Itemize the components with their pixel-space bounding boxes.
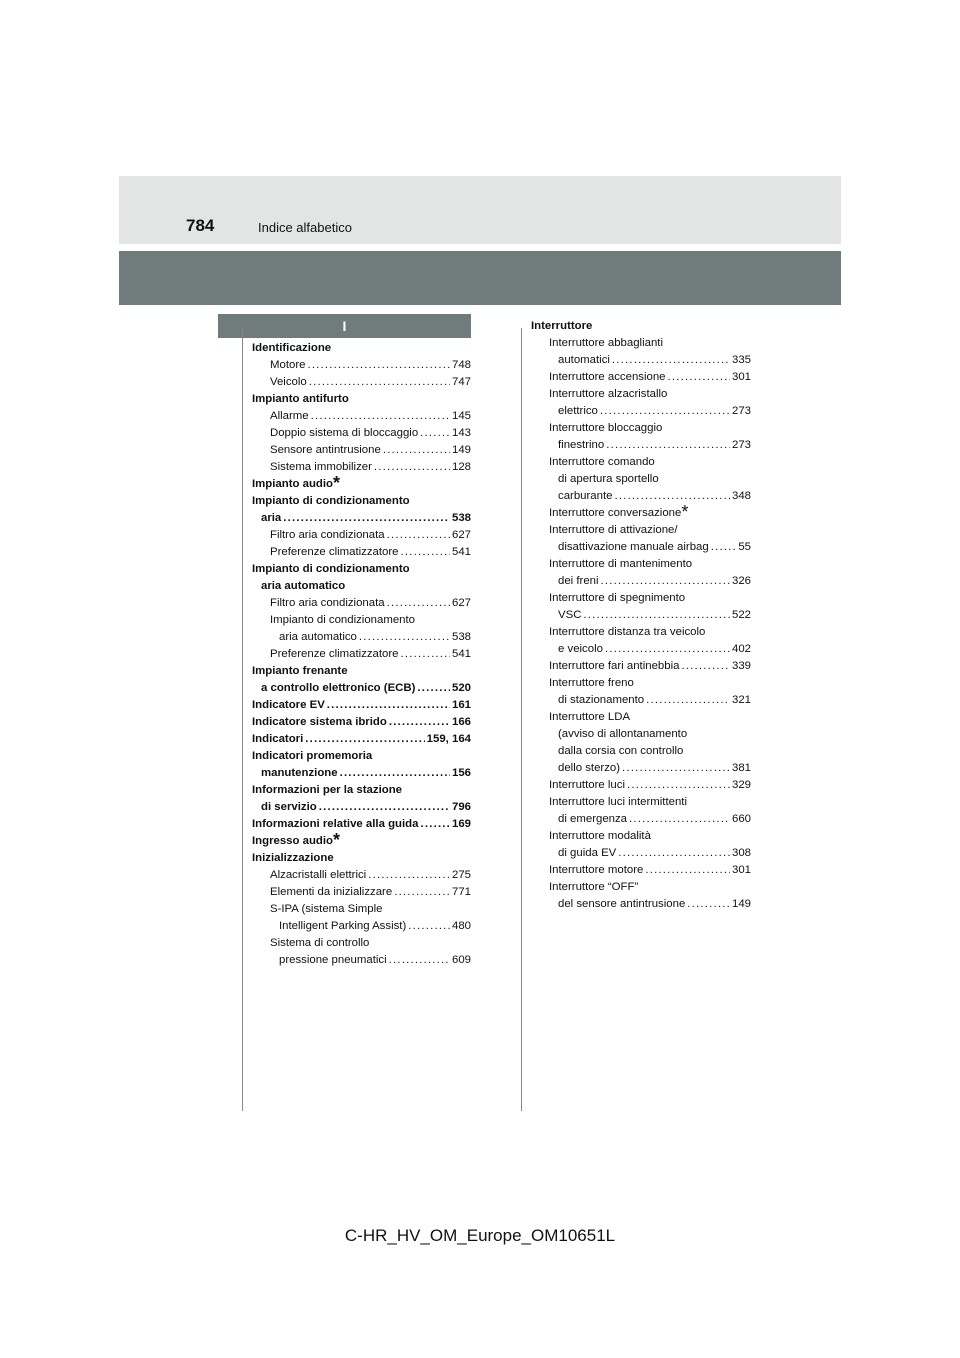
index-entry-text: disattivazione manuale airbag [558,541,709,553]
index-entry [252,391,471,408]
index-entry: Interruttore conversazione * [549,502,689,522]
index-entry [531,794,751,811]
page-reference: 321 [731,694,751,706]
index-entry-text: (avviso di allontanamento [558,728,688,740]
header-band [119,251,841,305]
dot-leader [687,896,730,913]
index-entry-text: Elementi da inizializzare [270,886,393,898]
index-entry [531,590,751,607]
index-entry-text: Intelligent Parking Assist) [279,920,407,932]
dot-leader [401,646,450,663]
index-entry-text: Interruttore “OFF” [549,881,639,893]
dot-leader [327,697,450,714]
index-entry-text: Impianto audio [252,478,333,490]
page-number: 784 [186,216,215,235]
index-entry [531,437,751,454]
index-entry-text: di guida EV [558,847,617,859]
dot-leader [319,799,450,816]
index-entry-text: S-IPA (sistema Simple [270,903,383,915]
index-entry [531,777,751,794]
index-entry-text: Impianto di condizionamento [252,495,410,507]
index-entry [531,386,751,403]
index-entry [531,573,751,590]
index-entry-text: Interruttore alzacristallo [549,388,668,400]
index-entry [531,658,751,675]
page-reference: 381 [731,762,751,774]
index-entry-text: VSC [558,609,582,621]
index-entry-text: Interruttore modalità [549,830,651,842]
index-entry [531,352,751,369]
index-entry [531,471,751,488]
index-entry [531,709,751,726]
index-entry-text: finestrino [558,439,605,451]
index-entry-text: aria [261,512,282,524]
dot-leader [394,884,450,901]
page-reference: 335 [731,354,751,366]
document-footer-code: C-HR_HV_OM_Europe_OM10651L [344,1226,616,1245]
index-entry-text: Impianto frenante [252,665,348,677]
page-reference: 402 [731,643,751,655]
index-entry-text: Interruttore di mantenimento [549,558,693,570]
dot-leader [401,544,450,561]
index-entry-text: Interruttore [531,320,593,332]
index-entry [531,760,751,777]
index-entry [252,408,471,425]
index-column-left [252,340,471,969]
index-entry [252,663,471,680]
dot-leader [387,527,450,544]
dot-leader [681,658,730,675]
index-entry [252,612,471,629]
index-entry [531,420,751,437]
index-entry [531,641,751,658]
column-divider-right [521,328,522,1111]
index-entry [531,879,751,896]
index-entry-text: Impianto antifurto [252,393,349,405]
index-entry-text: di apertura sportello [558,473,659,485]
dot-leader [311,408,450,425]
index-entry-text: Veicolo [270,376,307,388]
index-entry [531,692,751,709]
index-entry-text: Ingresso audio [252,835,334,847]
page-reference: 326 [731,575,751,587]
dot-leader [606,437,730,454]
index-entry [531,318,751,335]
dot-leader [359,629,450,646]
index-entry-text: Motore [270,359,306,371]
dot-leader [305,731,424,748]
page-reference: 541 [451,546,471,558]
page-reference: 55 [738,541,751,553]
index-entry-text: dello sterzo) [558,762,621,774]
page-reference: 145 [451,410,471,422]
index-entry-text: Interruttore comando [549,456,655,468]
index-entry: Ingresso audio * [252,830,341,850]
index-entry [252,884,471,901]
index-entry [252,578,471,595]
index-entry-text: Indicatore sistema ibrido [252,716,387,728]
index-entry-text: Interruttore motore [549,864,644,876]
index-entry-text: aria automatico [279,631,357,643]
index-entry [252,629,471,646]
index-entry [531,556,751,573]
page-reference: 273 [731,405,751,417]
dot-leader [612,352,730,369]
index-entry [531,726,751,743]
page-reference: 149 [451,444,471,456]
index-entry-text: Interruttore LDA [549,711,631,723]
index-entry-text: Informazioni relative alla guida [252,818,419,830]
index-entry-text: Interruttore bloccaggio [549,422,663,434]
index-entry-text: del sensore antintrusione [558,898,686,910]
index-entry-text: Interruttore freno [549,677,634,689]
index-entry-text: Informazioni per la stazione [252,784,403,796]
page-reference: 771 [451,886,471,898]
page-reference: 156 [451,767,471,779]
dot-leader [600,403,730,420]
dot-leader [307,357,450,374]
index-entry-text: Interruttore conversazione [549,507,682,519]
page-reference: 522 [731,609,751,621]
dot-leader [368,867,450,884]
dot-leader [622,760,730,777]
index-entry [252,765,471,782]
header-bar [119,176,841,244]
index-entry-text: Allarme [270,410,309,422]
index-entry [252,850,471,867]
page-reference: 348 [731,490,751,502]
page-reference: 627 [451,597,471,609]
page-reference: 748 [451,359,471,371]
index-entry [531,539,751,556]
dot-leader [389,952,450,969]
index-entry [531,675,751,692]
dot-leader [646,692,730,709]
index-entry [252,918,471,935]
index-entry [252,680,471,697]
page-reference: 627 [451,529,471,541]
page-reference: 660 [731,813,751,825]
index-entry-text: Sensore antintrusione [270,444,381,456]
index-entry-text: a controllo elettronico (ECB) [261,682,416,694]
index-entry-text: Interruttore luci [549,779,625,791]
index-entry [531,403,751,420]
index-entry [252,340,471,357]
index-entry [252,714,471,731]
page-reference: 796 [451,801,471,813]
index-entry [252,952,471,969]
index-entry-text: Filtro aria condizionata [270,529,385,541]
index-entry [252,544,471,561]
page-reference: 480 [451,920,471,932]
index-entry-text: Identificazione [252,342,332,354]
page-reference: 538 [451,631,471,643]
index-entry-text: Doppio sistema di bloccaggio [270,427,419,439]
index-entry [531,607,751,624]
index-entry-text: Sistema immobilizer [270,461,372,473]
index-entry-text: Impianto di condizionamento [252,563,410,575]
page-reference: 161 [451,699,471,711]
dot-leader [668,369,730,386]
dot-leader [283,510,450,527]
page-reference: 541 [451,648,471,660]
index-entry-text: elettrico [558,405,598,417]
page-reference: 339 [731,660,751,672]
index-entry-text: Interruttore luci intermittenti [549,796,688,808]
dot-leader [420,816,450,833]
index-entry-text: manutenzione [261,767,338,779]
index-entry-text: e veicolo [558,643,603,655]
index-entry [252,901,471,918]
index-entry [252,816,471,833]
index-entry [252,748,471,765]
page-reference: 273 [731,439,751,451]
page-reference: 329 [731,779,751,791]
index-column-right [531,318,751,913]
index-entry-text: Indicatori [252,733,304,745]
page-reference: 520 [451,682,471,694]
dot-leader [387,595,450,612]
index-entry [252,459,471,476]
index-entry [252,357,471,374]
index-entry-text: Inizializzazione [252,852,334,864]
index-entry [531,743,751,760]
index-entry-text: Interruttore distanza tra veicolo [549,626,706,638]
page-reference: 166 [451,716,471,728]
index-entry [252,646,471,663]
dot-leader [389,714,450,731]
index-entry [531,488,751,505]
index-entry [252,527,471,544]
index-entry-text: Interruttore accensione [549,371,666,383]
index-entry-text: Interruttore di spegnimento [549,592,686,604]
page-reference: 609 [451,954,471,966]
page-reference: 747 [451,376,471,388]
index-entry [531,624,751,641]
index-entry-text: di stazionamento [558,694,645,706]
index-entry [531,522,751,539]
page-reference: 308 [731,847,751,859]
index-entry [252,561,471,578]
dot-leader [420,425,450,442]
index-entry [531,335,751,352]
index-entry [252,697,471,714]
dot-leader [408,918,450,935]
index-entry [252,374,471,391]
page-title: Indice alfabetico [258,220,352,235]
index-entry-text: Sistema di controllo [270,937,370,949]
index-entry [252,799,471,816]
index-entry-text: Interruttore di attivazione/ [549,524,678,536]
index-entry-text: carburante [558,490,613,502]
page-reference: 143 [451,427,471,439]
index-entry [531,454,751,471]
index-entry [252,731,471,748]
dot-leader [645,862,730,879]
column-divider-left [242,328,243,1111]
index-entry-text: Interruttore abbaglianti [549,337,663,349]
dot-leader [583,607,730,624]
index-entry-text: Alzacristalli elettrici [270,869,367,881]
index-entry [252,425,471,442]
dot-leader [629,811,730,828]
index-entry [531,896,751,913]
dot-leader [417,680,450,697]
page-reference: 128 [451,461,471,473]
index-entry-text: Indicatori promemoria [252,750,373,762]
index-entry [252,935,471,952]
section-letter-tab: I [218,314,471,338]
index-entry [531,845,751,862]
index-entry [252,867,471,884]
page-reference: 275 [451,869,471,881]
index-entry-text: Indicatore EV [252,699,325,711]
dot-leader [383,442,450,459]
dot-leader [601,573,730,590]
index-entry-text: Preferenze climatizzatore [270,648,399,660]
index-entry-text: Filtro aria condizionata [270,597,385,609]
index-entry [531,369,751,386]
index-entry-text: dei freni [558,575,599,587]
dot-leader [605,641,730,658]
index-entry [252,442,471,459]
index-entry-text: Interruttore fari antinebbia [549,660,680,672]
page-reference: 159, 164 [426,733,471,745]
index-entry [531,828,751,845]
dot-leader [618,845,730,862]
index-entry-text: aria automatico [261,580,346,592]
page-reference: 301 [731,371,751,383]
index-entry-text: di servizio [261,801,317,813]
dot-leader [340,765,450,782]
page-reference: 538 [451,512,471,524]
dot-leader [614,488,730,505]
index-entry-text: Preferenze climatizzatore [270,546,399,558]
index-entry [531,862,751,879]
index-entry-text: pressione pneumatici [279,954,387,966]
dot-leader [711,539,737,556]
index-entry [531,811,751,828]
dot-leader [309,374,450,391]
index-entry: Impianto audio * [252,473,341,493]
dot-leader [374,459,450,476]
index-entry [252,510,471,527]
index-entry [252,782,471,799]
index-entry-text: di emergenza [558,813,628,825]
index-entry-text: Impianto di condizionamento [270,614,416,626]
page-reference: 301 [731,864,751,876]
index-entry [252,493,471,510]
index-entry-text: dalla corsia con controllo [558,745,684,757]
index-entry [252,595,471,612]
page-reference: 149 [731,898,751,910]
dot-leader [627,777,730,794]
index-entry-text: automatici [558,354,610,366]
page-reference: 169 [451,818,471,830]
